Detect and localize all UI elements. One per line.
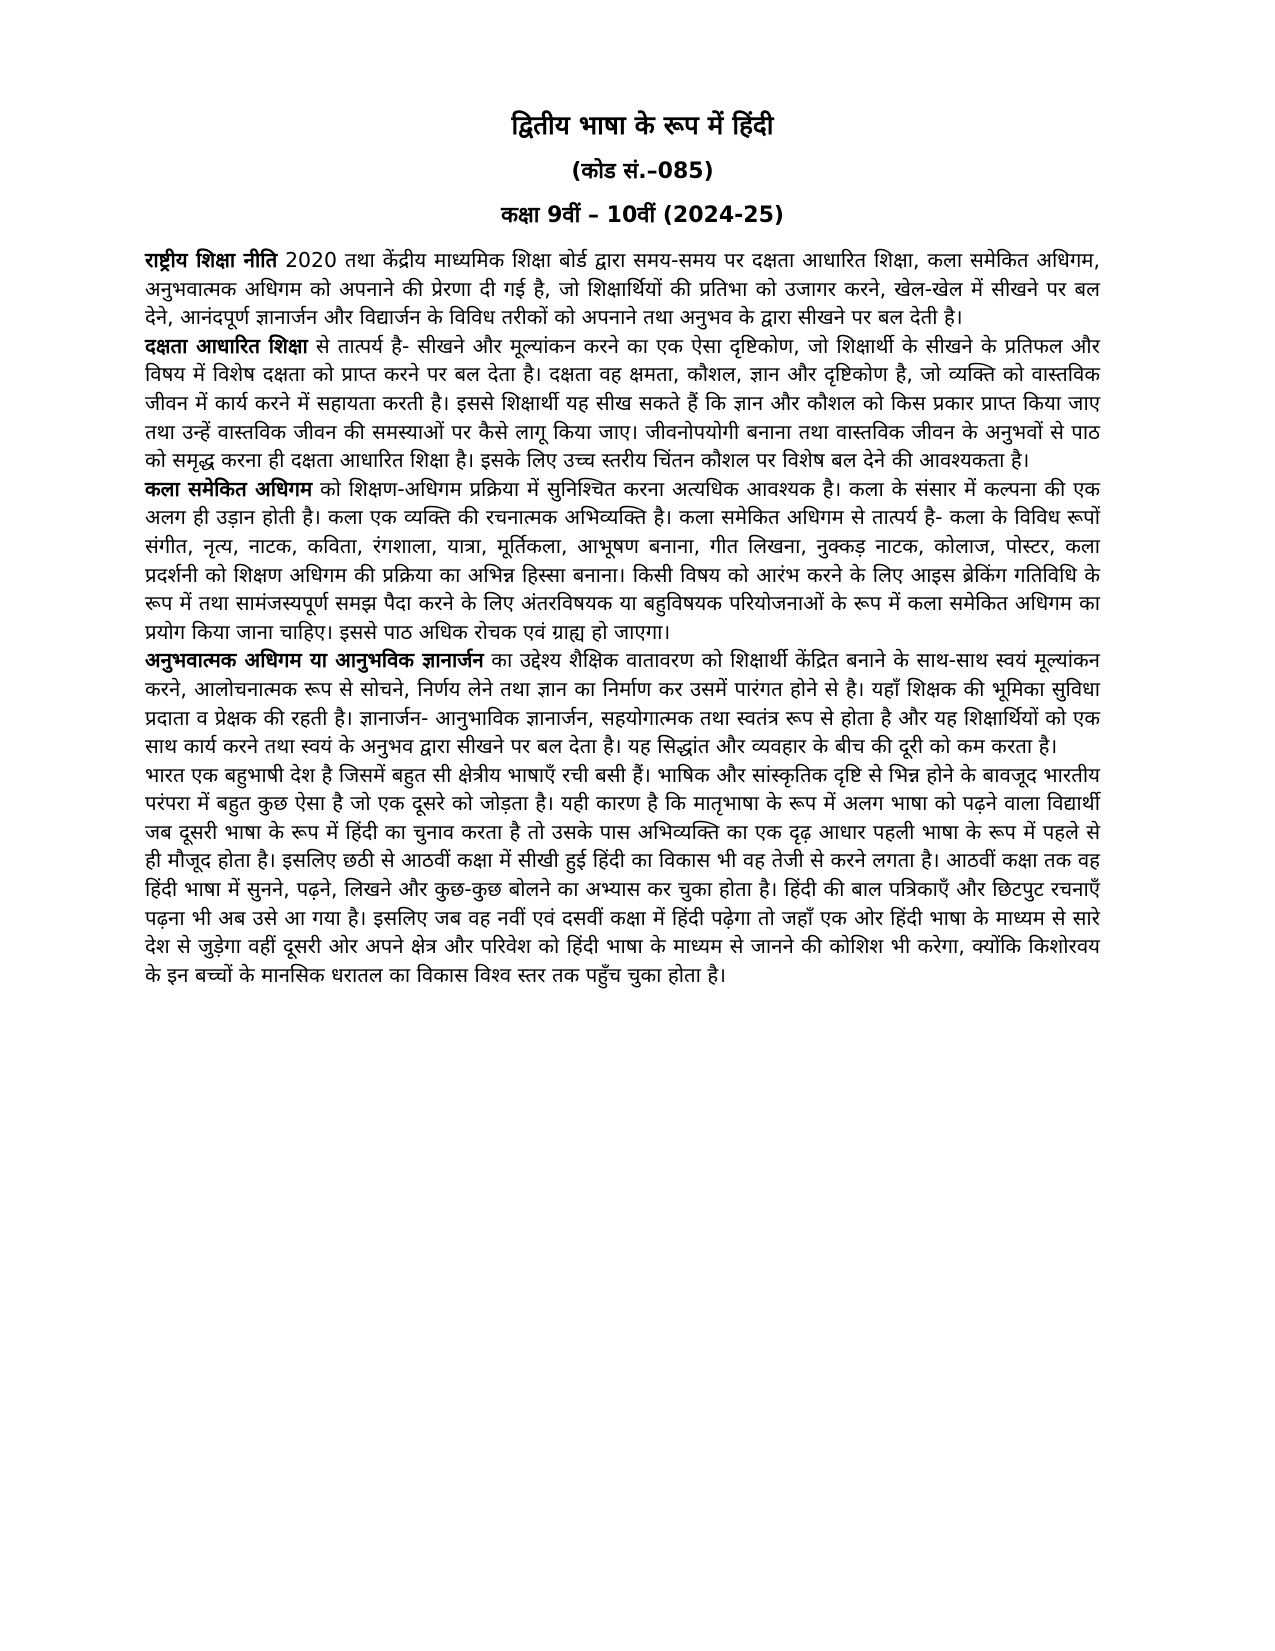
paragraph-text: को शिक्षण-अधिगम प्रक्रिया में सुनिश्चित करना अत्यधिक आवश्यक है। कला के संसार में कल्पना की एक अलग ही उड़ान होती है। कला एक व्यक्ति की रचनात्मक अभिव्यक्ति है। कला समेकित अधिगम से तात्पर्य है- कला के विविध रूपों संगीत, नृत्य, नाटक, कविता, रंगशाला, यात्रा, मूर्तिकला, आभूषण बनाना, गीत लिखना, नुक्कड़ नाटक, कोलाज, पोस्टर, कला प्रदर्शनी को शिक्षण अधिगम की प्रक्रिया का अभिन्न हिस्सा बनाना। किसी विषय को आरंभ करने के लिए आइस ब्रेकिंग गतिविधि के रूप में तथा सामंजस्यपूर्ण समझ पैदा करने के लिए अंतरविषयक या बहुविषयक परियोजनाओं के रूप में कला समेकित अधिगम का प्रयोग किया जाना चाहिए। इससे पाठ अधिक रोचक एवं ग्राह्य हो जाएगा।	[145, 476, 1101, 644]
document-page	[145, 108, 1100, 989]
paragraph-multilingual-india	[145, 761, 1100, 990]
document-title: द्वितीय भाषा के रूप में हिंदी	[511, 111, 774, 141]
paragraph-lead-term: दक्षता आधारित शिक्षा	[145, 333, 308, 358]
paragraph-competency-based-education	[145, 332, 1100, 475]
paragraph-text: 2020 तथा केंद्रीय माध्यमिक शिक्षा बोर्ड द्वारा समय-समय पर दक्षता आधारित शिक्षा, कला समेकित अधिगम, अनुभवात्मक अधिगम को अपनाने की प्रेरणा दी गई है, जो शिक्षार्थियों की प्रतिभा को उजागर करने, खेल-खेल में सीखने पर बल देने, आनंदपूर्ण ज्ञानार्जन और विद्यार्जन के विविध तरीकों को अपनाने तथा अनुभव के द्वारा सीखने पर बल देती है।	[145, 248, 1100, 330]
subject-code: (कोड सं.–085)	[571, 159, 714, 184]
paragraph-experiential-learning	[145, 646, 1100, 760]
document-body	[145, 246, 1100, 989]
paragraph-text: का उद्देश्य शैक्षिक वातावरण को शिक्षार्थी केंद्रित बनाने के साथ-साथ स्वयं मूल्यांकन करने, आलोचनात्मक रूप से सोचने, निर्णय लेने तथा ज्ञान का निर्माण कर उसमें पारंगत होने से है। यहाँ शिक्षक की भूमिका सुविधा प्रदाता व प्रेक्षक की रहती है। ज्ञानार्जन- आनुभाविक ज्ञानार्जन, सहयोगात्मक तथा स्वतंत्र रूप से होता है और यह शिक्षार्थियों को एक साथ कार्य करने तथा स्वयं के अनुभव द्वारा सीखने पर बल देता है। यह सिद्धांत और व्यवहार के बीच की दूरी को कम करता है।	[145, 648, 1100, 759]
paragraph-text: से तात्पर्य है- सीखने और मूल्यांकन करने का एक ऐसा दृष्टिकोण, जो शिक्षार्थी के सीखने के प्रतिफल और विषय में विशेष दक्षता को प्राप्त करने पर बल देता है। दक्षता वह क्षमता, कौशल, ज्ञान और दृष्टिकोण है, जो व्यक्ति को वास्तविक जीवन में कार्य करने में सहायता करती है। इससे शिक्षार्थी यह सीख सकते हैं कि ज्ञान और कौशल को किस प्रकार प्राप्त किया जाए तथा उन्हें वास्तविक जीवन की समस्याओं पर कैसे लागू किया जाए। जीवनोपयोगी बनाना तथा वास्तविक जीवन के अनुभवों से पाठ को समृद्ध करना ही दक्षता आधारित शिक्षा है। इसके लिए उच्च स्तरीय चिंतन कौशल पर विशेष बल देने की आवश्यकता है।	[145, 333, 1100, 473]
paragraph-art-integrated-learning	[145, 475, 1100, 647]
paragraph-lead-term: अनुभवात्मक अधिगम या आनुभविक ज्ञानार्जन	[145, 648, 484, 673]
paragraph-text: भारत एक बहुभाषी देश है जिसमें बहुत सी क्षेत्रीय भाषाएँ रची बसी हैं। भाषिक और सांस्कृतिक दृष्टि से भिन्न होने के बावजूद भारतीय परंपरा में बहुत कुछ ऐसा है जो एक दूसरे को जोड़ता है। यही कारण है कि मातृभाषा के रूप में अलग भाषा को पढ़ने वाला विद्यार्थी जब दूसरी भाषा के रूप में हिंदी का चुनाव करता है तो उसके पास अभिव्यक्ति का एक दृढ़ आधार पहली भाषा के रूप में पहले से ही मौजूद होता है। इसलिए छठी से आठवीं कक्षा में सीखी हुई हिंदी का विकास भी वह तेजी से करने लगता है। आठवीं कक्षा तक वह हिंदी भाषा में सुनने, पढ़ने, लिखने और कुछ-कुछ बोलने का अभ्यास कर चुका होता है। हिंदी की बाल पत्रिकाएँ और छिटपुट रचनाएँ पढ़ना भी अब उसे आ गया है। इसलिए जब वह नवीं एवं दसवीं कक्षा में हिंदी पढ़ेगा तो जहाँ एक ओर हिंदी भाषा के माध्यम से सारे देश से जुड़ेगा वहीं दूसरी ओर अपने क्षेत्र और परिवेश को हिंदी भाषा के माध्यम से जानने की कोशिश भी करेगा, क्योंकि किशोरवय के इन बच्चों के मानसिक धरातल का विकास विश्व स्तर तक पहुँच चुका होता है।	[145, 762, 1100, 987]
heading-block	[145, 108, 1100, 232]
paragraph-nep-2020	[145, 246, 1100, 332]
paragraph-lead-term: कला समेकित अधिगम	[145, 476, 313, 501]
class-session-line: कक्षा 9वीं – 10वीं (2024-25)	[501, 203, 784, 228]
paragraph-lead-term: राष्ट्रीय शिक्षा नीति	[145, 248, 278, 272]
